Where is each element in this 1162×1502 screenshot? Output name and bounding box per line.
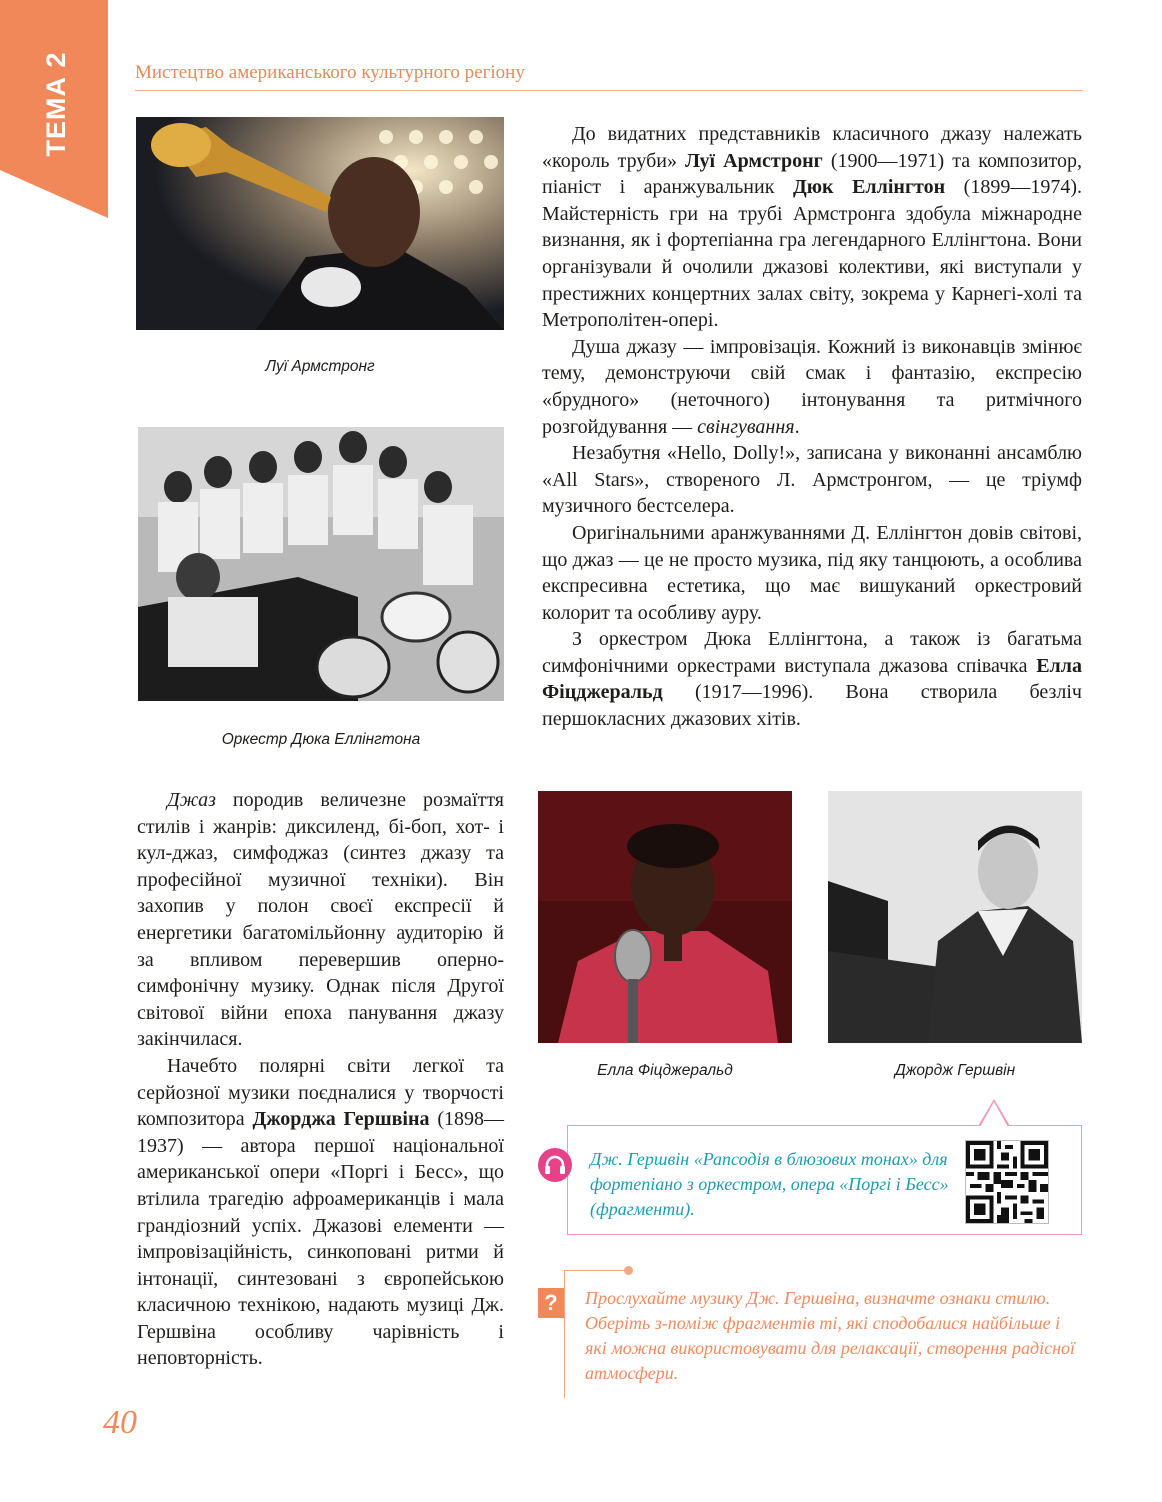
ellington-orchestra-caption: Оркестр Дюка Еллінгтона: [221, 731, 421, 748]
fitzgerald-photo: [538, 791, 792, 1043]
paragraph: [137, 1053, 504, 1372]
text-span: породив величезне розмаїття стилів і жанрів: диксиленд, бі-боп, хот- і кул-джаз, симфоджаз (синтез джазу та професійної музичної техніки). Він захопив у полон своєї експресії й енергетики багатомільйонну аудиторію й за впливом перевершив оперно-симфонічну музику. Однак після Другої світової війни епоха панування джазу закінчилася.: [137, 789, 504, 1051]
page-number: 40: [103, 1404, 137, 1441]
paragraph: [542, 334, 1082, 440]
text-span: (1899—1974). Майстерність гри на трубі Армстронга здобула міжнародне визнання, як і фортепіанна гра легендарного Еллінгтона. Вони організували й очолили джазові колективи, які виступали у престижних концертних залах світу, зокрема у Карнегі-холі та Метрополітен-опері.: [542, 176, 1082, 332]
armstrong-caption: Луї Армстронг: [265, 358, 375, 375]
left-column-text: [137, 787, 504, 1372]
text-span: .: [794, 415, 800, 438]
right-column-text: [542, 121, 1082, 733]
task-connector-line: [564, 1270, 629, 1271]
text-span: Начебто полярні світи легкої та серйозної музики поєдналися у творчості композитора: [137, 1054, 504, 1131]
headphones-icon: [538, 1148, 572, 1182]
italic-term: Джаз: [167, 789, 216, 811]
qr-code-icon[interactable]: [965, 1140, 1049, 1224]
text-span: (1917—1996). Вона створила безліч першокласних джазових хітів.: [542, 681, 1082, 731]
paragraph: [542, 121, 1082, 334]
italic-term: свінгування: [697, 415, 795, 438]
bold-name: Дюк Еллінгтон: [792, 176, 946, 199]
section-tab-label: ТЕМА 2: [40, 51, 71, 157]
paragraph: Оригінальними аранжуваннями Д. Еллінгтон довів світові, що джаз — це не просто музика, під яку танцюють, а особлива експресивна естетика, що має вишуканий оркестровий колорит та особливу ауру.: [542, 521, 1082, 624]
bold-name: Елла Фіцджеральд: [542, 654, 1082, 704]
text-span: До видатних представників класичного джазу належать «король труби»: [542, 123, 1082, 172]
paragraph: [137, 787, 504, 1053]
armstrong-photo: [136, 117, 504, 330]
gershwin-caption: Джордж Гершвін: [894, 1062, 1016, 1079]
gershwin-photo: [828, 791, 1082, 1043]
listen-box-notch-fill: [980, 1102, 1008, 1127]
question-icon: ?: [538, 1288, 564, 1318]
paragraph: [542, 626, 1082, 732]
ellington-orchestra-photo: [138, 427, 504, 701]
listen-box-text: Дж. Гершвін «Рапсодія в блюзових тонах» для фортепіано з оркестром, опера «Поргі і Бесс» (фрагменти).: [590, 1149, 949, 1219]
text-span: Душа джазу — імпровізація. Кожний із виконавців змінює тему, демонструючи свій смак і фантазію, експресію «брудного» (неточного) інтонування та ритмічного розгойдування —: [542, 335, 1082, 438]
text-span: З оркестром Дюка Еллінгтона, а також із багатьма симфонічними оркестрами виступала джазова співачка: [542, 628, 1082, 677]
text-span: (1898—1937) — автора першої національної американської опери «Поргі і Бесс», що втілила трагедію афроамериканців і мала грандіозний успіх. Джазові елементи — імпровізаційність, синкоповані ритми й інтонації, синтезовані з європейською класичною технікою, надають музиці Дж. Гершвіна особливу чарівність і неповторність.: [137, 1108, 504, 1370]
running-title: Мистецтво американського культурного регіону: [135, 62, 1083, 91]
task-connector-dot: [624, 1266, 633, 1275]
task-vertical-line: [564, 1270, 565, 1398]
bold-name: Джорджа Гершвіна: [252, 1108, 430, 1131]
text-span: (1900—1971) та композитор, піаніст і аранжувальник: [542, 149, 1082, 199]
task-text: Прослухайте музику Дж. Гершвіна, визначте ознаки стилю. Оберіть з-поміж фрагментів ті, які сподобалися найбільше і які можна використовувати для релаксації, створення радісної атмосфери.: [585, 1288, 1076, 1383]
bold-name: Луї Армстронг: [685, 149, 823, 172]
paragraph: Незабутня «Hello, Dolly!», записана у виконанні ансамблю «All Stars», створеного Л. Армстронгом, — це тріумф музичного бестселера.: [542, 442, 1082, 518]
fitzgerald-caption: Елла Фіцджеральд: [597, 1062, 733, 1079]
